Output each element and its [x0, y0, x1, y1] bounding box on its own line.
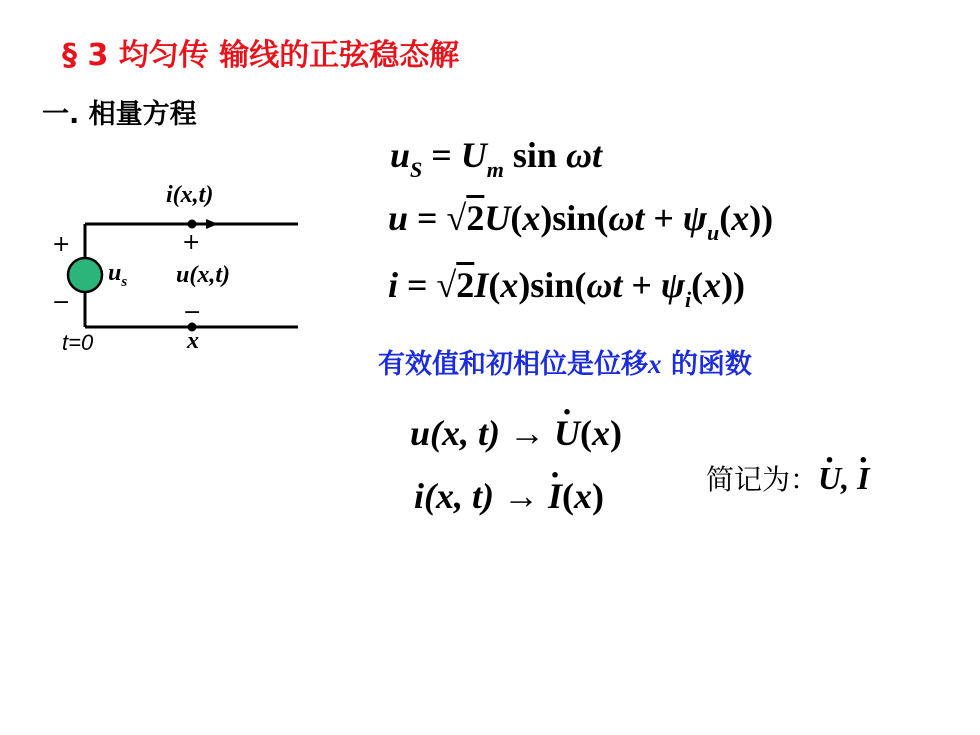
voltage-source	[68, 258, 102, 292]
time-label: t=0	[62, 330, 94, 355]
equation-current: $i = √2I(x)\sin(\omega t + \psi_i(x))$	[388, 265, 746, 312]
plus-sign-left: +	[52, 232, 71, 257]
equation-voltage: $u = √2U(x)\sin(\omega t + \psi_u(x))$	[388, 198, 774, 245]
slide-title: § 3 均匀传 输线的正弦稳态解	[62, 38, 460, 73]
minus-sign-mid: −	[183, 300, 202, 325]
equation-source: $u_S = U_m$ sin ωt	[390, 135, 603, 182]
voltage-label: u(x,t)	[176, 262, 230, 288]
section-heading: 一. 相量方程	[42, 99, 197, 130]
phasor-current: i(x, t) → I ·(x)	[414, 475, 604, 517]
shorthand-note: 简记为：U ·, I ·	[706, 458, 870, 498]
note-text: 有效值和初相位是位移x 的函数	[378, 349, 752, 380]
plus-sign-mid: +	[182, 230, 201, 255]
position-label: x	[187, 328, 199, 354]
minus-sign-left: −	[52, 290, 71, 315]
phasor-voltage: u(x, t) → U ·(x)	[410, 412, 622, 454]
terminal-dot-top	[188, 220, 197, 229]
current-arrow	[206, 219, 218, 229]
current-label: i(x,t)	[166, 182, 214, 208]
source-label: $u_s$	[108, 260, 128, 290]
